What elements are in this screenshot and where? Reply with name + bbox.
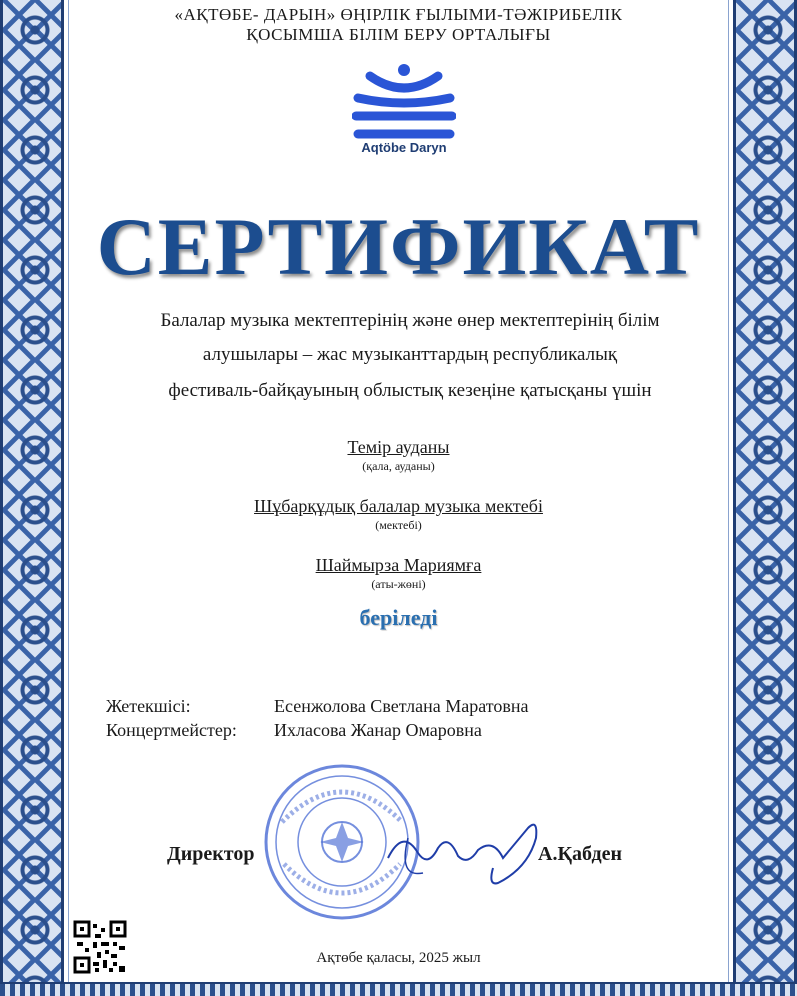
school-value: Шұбарқұдық балалар музыка мектебі [254, 496, 543, 516]
description-line3: фестиваль-байқауының облыстық кезеңіне қатысқаны үшін [168, 380, 652, 401]
description-line2: алушылары – жас музыканттардың республикалық [202, 344, 618, 365]
awarded-label: беріледі [359, 605, 438, 630]
organization-name-line1: «АҚТӨБЕ- ДАРЫН» ӨҢІРЛІК ҒЫЛЫМИ-ТӘЖІРИБЕЛІК [174, 5, 623, 24]
supervisor-name: Есенжолова Светлана Маратовна [274, 696, 529, 716]
description-line1: Балалар музыка мектептерінің және өнер мектептерінің білім [160, 310, 660, 331]
school-field [70, 496, 727, 533]
ornamental-border-right [733, 0, 797, 996]
organization-name-line2: ҚОСЫМША БІЛІМ БЕРУ ОРТАЛЫҒЫ [246, 25, 551, 44]
ornamental-border-bottom [0, 982, 797, 996]
name-caption: (аты-жөні) [371, 577, 426, 591]
director-label: Директор [167, 843, 255, 865]
accompanist-row [106, 720, 482, 741]
signature-icon [378, 808, 548, 888]
supervisor-role: Жетекшісі: [106, 696, 191, 716]
accompanist-role: Концертмейстер: [106, 720, 237, 740]
school-caption: (мектебі) [375, 518, 422, 532]
district-value: Темір ауданы [347, 437, 450, 457]
district-caption: (қала, ауданы) [362, 459, 435, 473]
district-field [70, 437, 727, 474]
accompanist-name: Ихласова Жанар Омаровна [274, 720, 482, 740]
recipient-name: Шаймырза Мариямға [315, 555, 482, 575]
footer-place-year: Ақтөбе қаласы, 2025 жыл [316, 950, 481, 966]
daryn-logo-icon [352, 62, 456, 144]
ornamental-border-left [0, 0, 64, 996]
name-field [70, 555, 727, 592]
supervisor-row [106, 696, 528, 717]
certificate-title: СЕРТИФИКАТ [96, 201, 701, 292]
logo-text: Aqtöbe Daryn [361, 140, 447, 155]
director-name: А.Қабден [538, 843, 622, 865]
